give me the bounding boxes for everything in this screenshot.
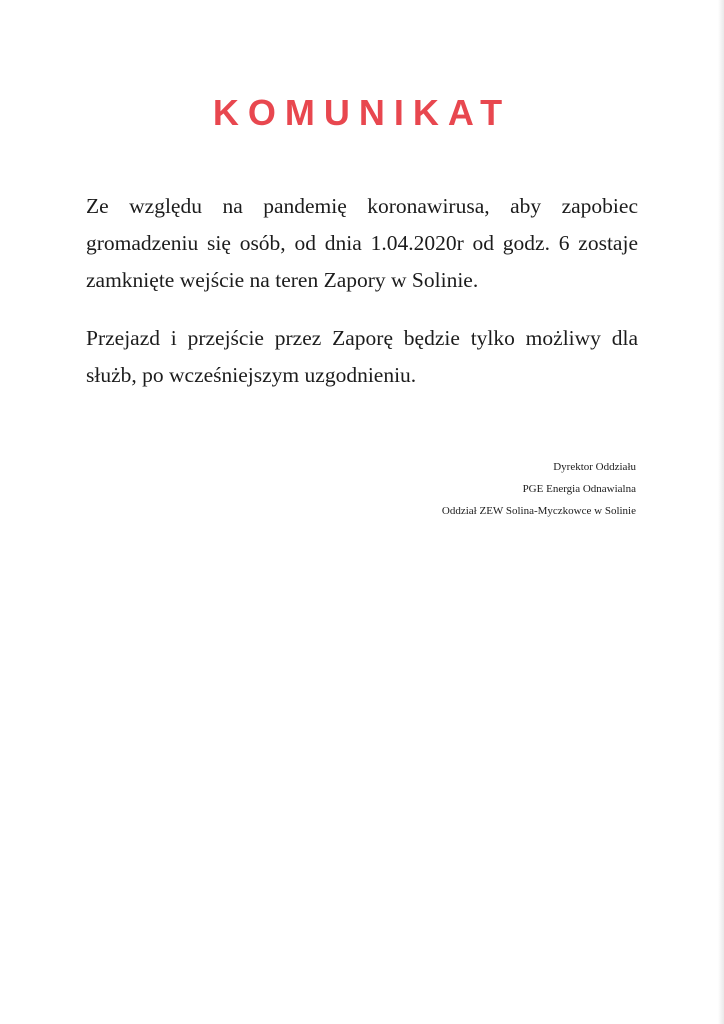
signature-title: Dyrektor Oddziału (553, 461, 636, 473)
signature-company: PGE Energia Odnawialna (522, 483, 636, 495)
announcement-paragraph-2: Przejazd i przejście przez Zaporę będzie tylko możliwy dla służb, po wcześniejszym uzgodnieniu. (86, 326, 638, 387)
scan-edge-shadow (718, 0, 724, 1024)
document-title: KOMUNIKAT (212, 92, 512, 133)
announcement-paragraph-1: Ze względu na pandemię koronawirusa, aby zapobiec gromadzeniu się osób, od dnia 1.04.2020r od godz. 6 zostaje zamknięte wejście na teren Zapory w Solinie. (86, 194, 638, 292)
signature-branch: Oddział ZEW Solina-Myczkowce w Solinie (441, 505, 636, 517)
signature-block (442, 456, 636, 522)
